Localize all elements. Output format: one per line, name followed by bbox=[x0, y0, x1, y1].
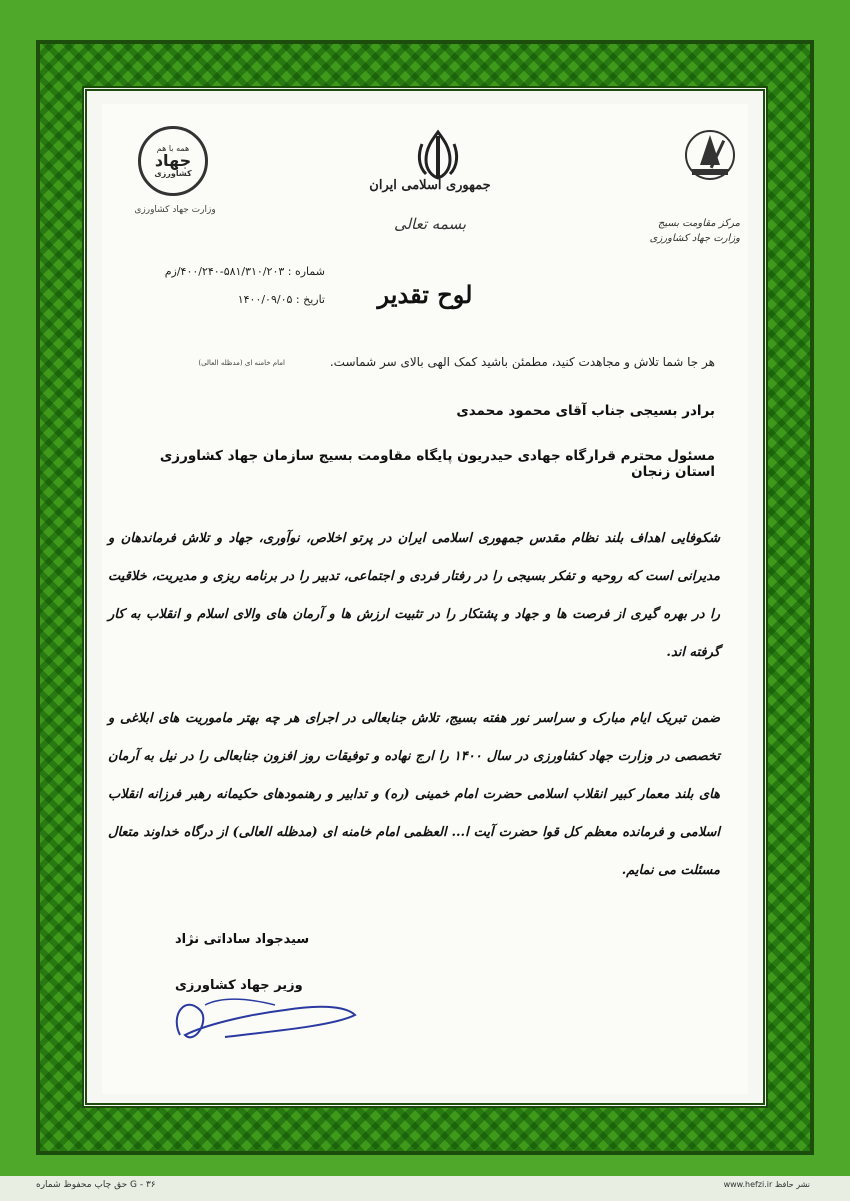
recipient-position: مسئول محترم قرارگاه جهادی حیدریون پایگاه مقاومت بسیج سازمان جهاد کشاورزی استان زنجان bbox=[159, 448, 715, 480]
signer-title: وزیر جهاد کشاورزی bbox=[175, 978, 303, 993]
body-paragraph-1: شکوفایی اهداف بلند نظام مقدس جمهوری اسلامی ایران در پرتو اخلاص، نوآوری، جهاد و تلاش فرماندهان و مدیرانی است که روحیه و تفکر بسیجی را در رفتار فردی و اجتماعی، تدبیر را در برنامه ریزی و مدیریت، خلاقیت را در بهره گیری از فرصت ها و جهاد و پشتکار را در تثبیت ارزش ها و آرمان های والای اسلام و انقلاب به کار گرفته اند. bbox=[108, 531, 720, 660]
date-label: تاریخ : bbox=[295, 293, 325, 306]
number-label: شماره : bbox=[287, 265, 325, 278]
basij-caption-line1: مرکز مقاومت بسیج bbox=[657, 218, 740, 229]
basij-center-caption bbox=[630, 216, 740, 246]
logo-main-text: جهاد bbox=[154, 151, 192, 170]
signature-mark bbox=[165, 975, 365, 1055]
number-row bbox=[125, 258, 325, 286]
basij-logo-icon bbox=[680, 125, 740, 205]
ministry-caption: وزارت جهاد کشاورزی bbox=[134, 205, 216, 215]
recipient-name: برادر بسیجی جناب آقای محمود محمدی bbox=[456, 403, 715, 419]
footer-publisher: نشر حافظ www.hefzi.ir bbox=[723, 1180, 810, 1189]
logo-bottom-text: کشاورزی bbox=[154, 169, 192, 178]
logo-top-text: همه با هم bbox=[156, 144, 190, 153]
quote-source: امام خامنه ای (مدظله العالی) bbox=[198, 359, 285, 367]
document-meta bbox=[125, 258, 325, 314]
jahad-keshavarzi-logo bbox=[138, 126, 208, 196]
leader-quote: هر جا شما تلاش و مجاهدت کنید، مطمئن باشید کمک الهی بالای سر شماست. bbox=[329, 355, 715, 369]
besmellah-text: بسمه تعالی bbox=[393, 215, 467, 233]
number-value: ۵۸۱/۳۱۰/۲۰۳-۴۰۰/۲۴۰/زم bbox=[164, 265, 285, 278]
iran-emblem-icon bbox=[408, 126, 468, 186]
body-paragraph-2: ضمن تبریک ایام مبارک و سراسر نور هفته بسیج، تلاش جنابعالی در اجرای هر چه بهتر ماموریت های ابلاغی و تخصصی در وزارت جهاد کشاورزی در سال ۱۴۰۰ را ارج نهاده و توفیقات روز افزون جنابعالی را در نیل به آرمان های بلند معمار کبیر انقلاب اسلامی حضرت امام خمینی (ره) و تدابیر و رهنمودهای حکیمانه رهبر فرزانه انقلاب اسلامی و فرمانده معظم کل قوا حضرت آیت ا... العظمی امام خامنه ای (مدظله العالی) از درگاه خداوند متعال مسئلت می نمایم. bbox=[108, 711, 720, 878]
date-value: ۱۴۰۰/۰۹/۰۵ bbox=[237, 293, 293, 306]
footer-code: G - ۳۶ حق چاپ محفوظ شماره bbox=[36, 1180, 156, 1190]
basij-caption-line2: وزارت جهاد کشاورزی bbox=[649, 233, 740, 244]
signer-name: سیدجواد ساداتی نژاد bbox=[175, 932, 310, 947]
republic-name: جمهوری اسلامی ایران bbox=[369, 178, 491, 193]
certificate-title: لوح تقدیر bbox=[377, 280, 473, 309]
date-row bbox=[125, 286, 325, 314]
